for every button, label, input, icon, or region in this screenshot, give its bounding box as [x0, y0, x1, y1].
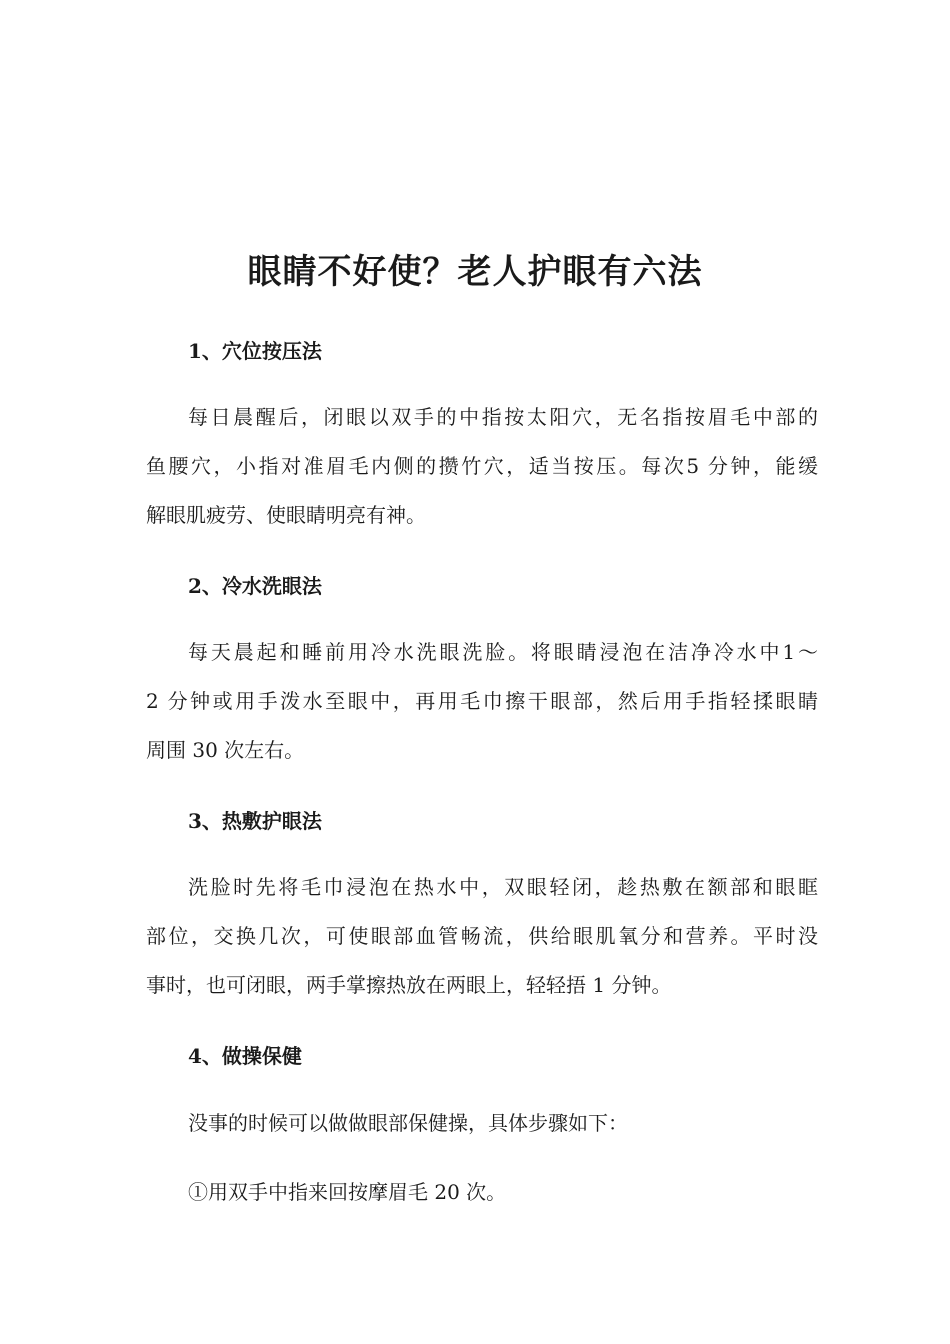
- paragraph-line: 事时，也可闭眼，两手掌擦热放在两眼上，轻轻捂 1 分钟。: [146, 973, 672, 997]
- paragraph-line: 2 分钟或用手泼水至眼中，再用毛巾擦干眼部，然后用手指轻揉眼睛: [146, 689, 818, 713]
- paragraph-line: 每天晨起和睡前用冷水洗眼洗脸。将眼睛浸泡在洁净冷水中1～: [188, 640, 818, 664]
- paragraph-line: 部位，交换几次，可使眼部血管畅流，供给眼肌氧分和营养。平时没: [146, 924, 818, 948]
- paragraph-line: 解眼肌疲劳、使眼睛明亮有神。: [146, 503, 426, 527]
- section-heading-3: 3、热敷护眼法: [188, 809, 322, 833]
- exercise-step-1: ①用双手中指来回按摩眉毛 20 次。: [188, 1180, 507, 1204]
- section-heading-4: 4、做操保健: [188, 1044, 302, 1068]
- paragraph-line: 鱼腰穴，小指对准眉毛内侧的攒竹穴，适当按压。每次5 分钟，能缓: [146, 454, 818, 478]
- section-paragraph-3: [146, 863, 818, 1010]
- paragraph-line: 每日晨醒后，闭眼以双手的中指按太阳穴，无名指按眉毛中部的: [188, 405, 818, 429]
- section-paragraph-1: [146, 393, 818, 540]
- paragraph-line: 周围 30 次左右。: [146, 738, 305, 762]
- section-heading-2: 2、冷水洗眼法: [188, 574, 322, 598]
- document-title: 眼睛不好使？老人护眼有六法: [247, 252, 703, 292]
- section-paragraph-2: [146, 628, 818, 775]
- paragraph-line: 洗脸时先将毛巾浸泡在热水中，双眼轻闭，趁热敷在额部和眼眶: [188, 875, 818, 899]
- section-heading-1: 1、穴位按压法: [188, 339, 322, 363]
- section-intro-4: 没事的时候可以做做眼部保健操，具体步骤如下：: [188, 1111, 628, 1135]
